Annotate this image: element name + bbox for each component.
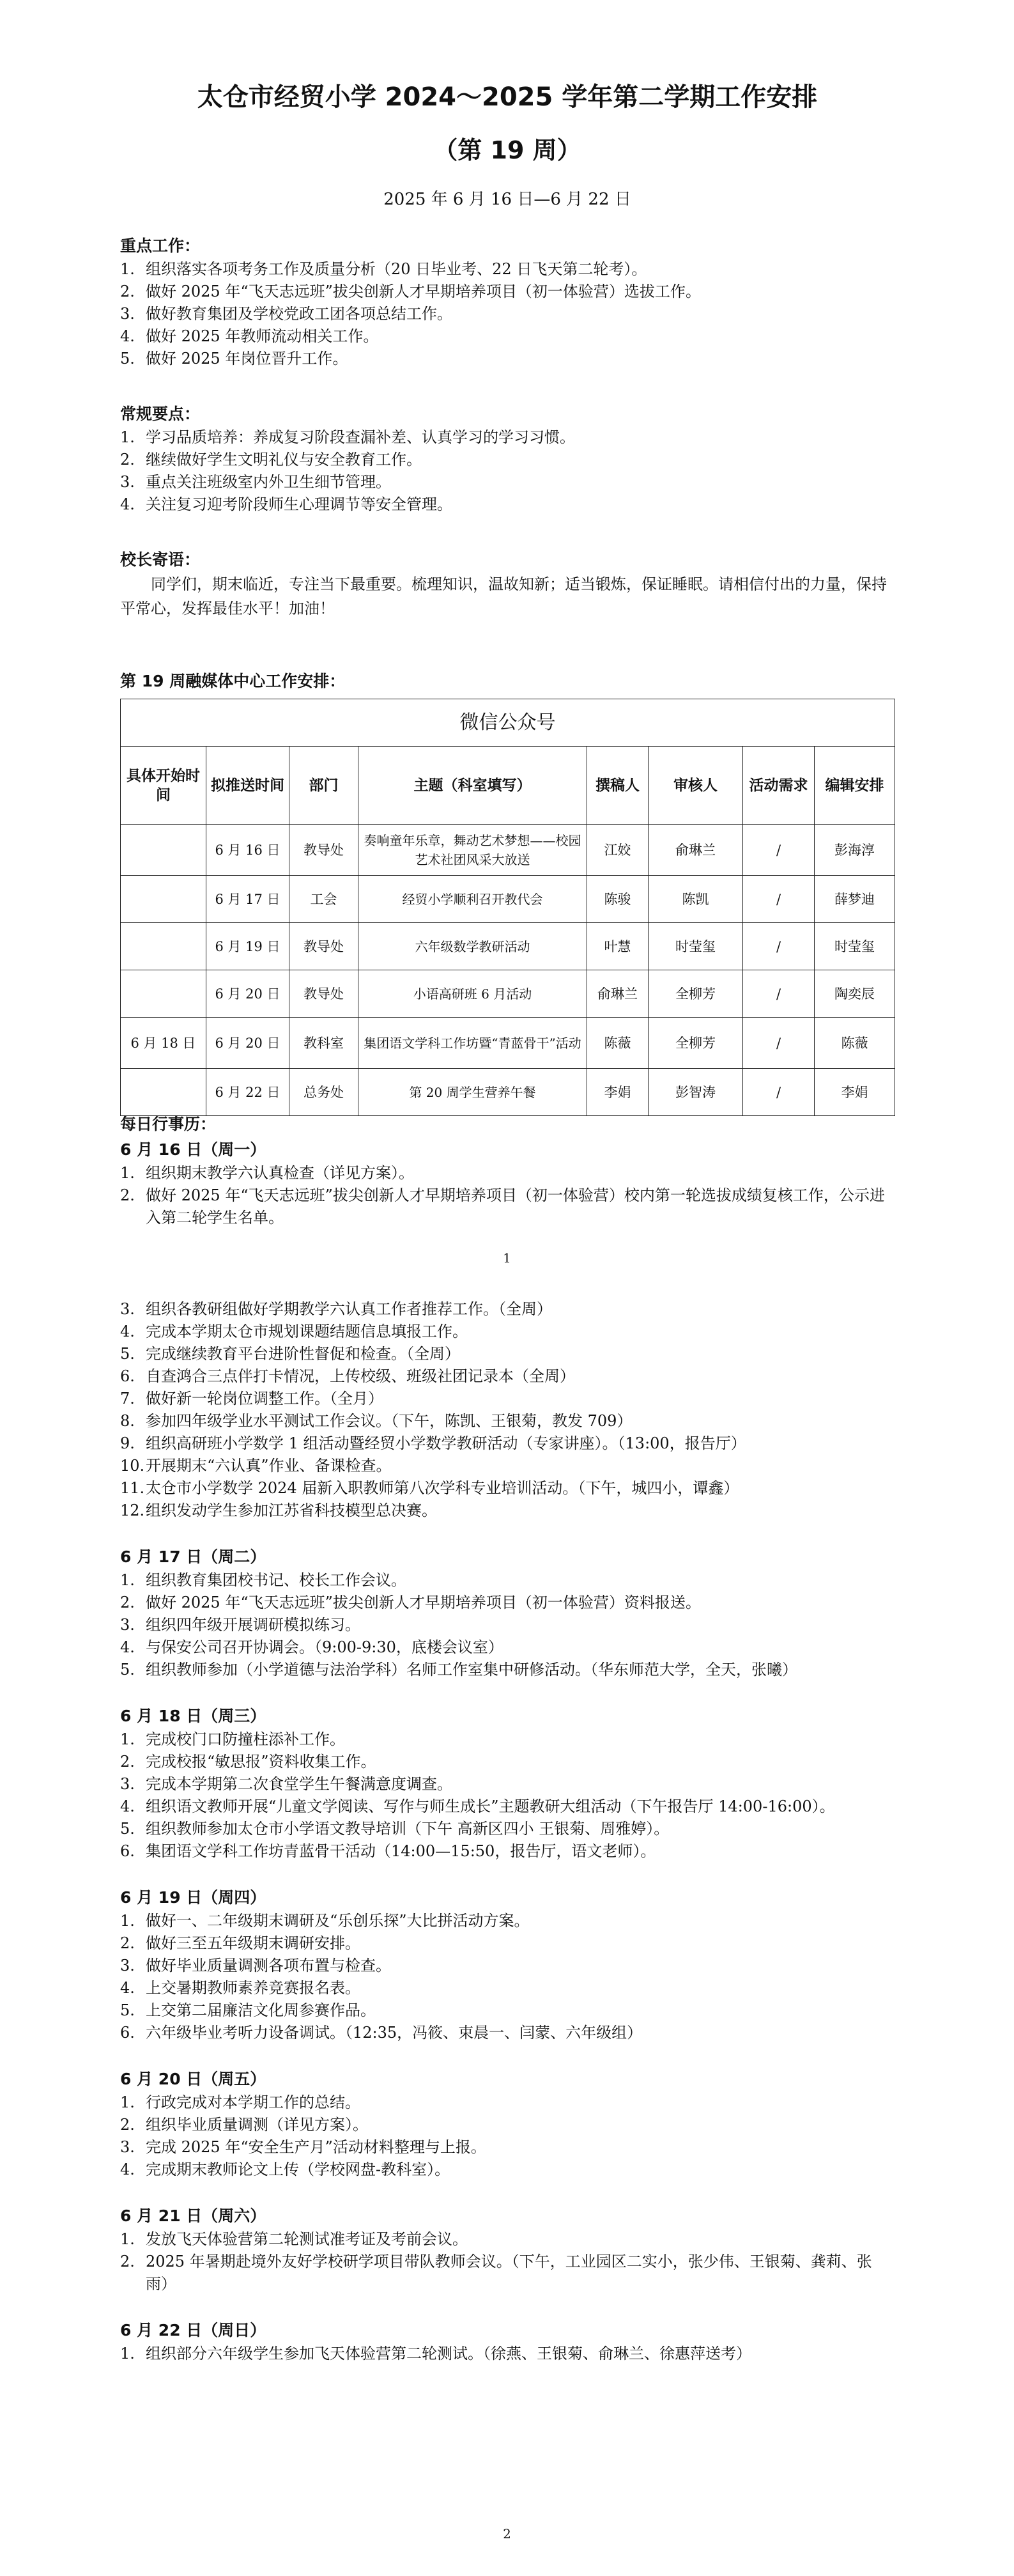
day-item xyxy=(120,1500,895,1522)
cell-writer: 陈薇 xyxy=(587,1018,649,1069)
media-schedule-table xyxy=(120,699,895,1116)
cell-push: 6 月 22 日 xyxy=(206,1069,289,1116)
table-row xyxy=(121,923,895,970)
day-item xyxy=(120,1162,895,1184)
focus-item-text: 做好 2025 年“飞天志远班”拔尖创新人才早期培养项目（初一体验营）选拔工作。 xyxy=(146,283,701,300)
item-number: 2. xyxy=(120,1594,135,1611)
item-number: 6. xyxy=(120,1842,135,1860)
day-item xyxy=(120,2114,895,2136)
media-heading: 第 19 周融媒体中心工作安排： xyxy=(120,672,346,690)
item-number: 1. xyxy=(120,428,135,446)
day-item-text: 组织部分六年级学生参加飞天体验营第二轮测试。（徐燕、王银菊、俞琳兰、徐惠萍送考） xyxy=(146,2345,751,2363)
day-item-text: 发放飞天体验营第二轮测试准考证及考前会议。 xyxy=(146,2230,468,2248)
cell-writer: 叶慧 xyxy=(587,923,649,970)
day-item-text: 行政完成对本学期工作的总结。 xyxy=(146,2093,360,2111)
date-range: 2025 年 6 月 16 日—6 月 22 日 xyxy=(383,190,631,209)
day-block xyxy=(120,1886,895,2067)
cell-topic: 集团语文学科工作坊暨“青蓝骨干”活动 xyxy=(358,1018,587,1069)
day-item-text: 2025 年暑期赴境外友好学校研学项目带队教师会议。（下午，工业园区二实小，张少伟、王银菊、龚莉、张雨） xyxy=(146,2253,872,2293)
cell-editor: 薛梦迪 xyxy=(815,876,895,923)
day-item-text: 做好 2025 年“飞天志远班”拔尖创新人才早期培养项目（初一体验营）资料报送。 xyxy=(146,1594,701,1611)
day-item-text: 完成校报“敏思报”资料收集工作。 xyxy=(146,1753,376,1771)
focus-item xyxy=(120,348,895,370)
item-number: 10. xyxy=(120,1457,145,1475)
item-number: 2. xyxy=(120,283,135,300)
day-item-text: 集团语文学科工作坊青蓝骨干活动（14:00—15:50，报告厅，语文老师）。 xyxy=(146,1842,656,1860)
cell-need: / xyxy=(743,1018,815,1069)
daily-heading: 每日行事历： xyxy=(120,1115,217,1133)
routine-list xyxy=(120,426,895,516)
cell-dept: 教导处 xyxy=(289,825,358,876)
cell-push: 6 月 16 日 xyxy=(206,825,289,876)
item-number: 4. xyxy=(120,1797,135,1815)
cell-reviewer: 陈凯 xyxy=(649,876,743,923)
column-header: 拟推送时间 xyxy=(206,747,289,825)
item-number: 5. xyxy=(120,1345,135,1363)
cell-topic: 第 20 周学生营养午餐 xyxy=(358,1069,587,1116)
day-item xyxy=(120,1796,895,1818)
day-item-text: 组织各教研组做好学期教学六认真工作者推荐工作。（全周） xyxy=(146,1300,552,1318)
day-gap xyxy=(120,1681,895,1704)
item-number: 2. xyxy=(120,1934,135,1952)
day-item xyxy=(120,1636,895,1659)
day-item xyxy=(120,1999,895,2022)
day-item xyxy=(120,1455,895,1477)
day-item-text: 太仓市小学数学 2024 届新入职教师第八次学科专业培训活动。（下午，城四小，谭鑫） xyxy=(146,1479,739,1497)
cell-editor: 彭海淳 xyxy=(815,825,895,876)
table-row xyxy=(121,1069,895,1116)
day-item xyxy=(120,2159,895,2181)
item-number: 1. xyxy=(120,1912,135,1930)
page-number-1: 1 xyxy=(503,1250,511,1266)
day-block xyxy=(120,1138,895,1545)
item-number: 12. xyxy=(120,1501,145,1519)
day-item xyxy=(120,1659,895,1681)
item-number: 4. xyxy=(120,495,135,513)
cell-writer: 江姣 xyxy=(587,825,649,876)
focus-item-text: 做好教育集团及学校党政工团各项总结工作。 xyxy=(146,305,452,323)
day-item-text: 自查鸿合三点伴打卡情况，上传校级、班级社团记录本（全周） xyxy=(146,1367,575,1385)
routine-heading: 常规要点： xyxy=(120,405,201,423)
item-number: 3. xyxy=(120,2138,135,2156)
principal-heading: 校长寄语： xyxy=(120,550,201,569)
focus-list xyxy=(120,258,895,370)
day-item xyxy=(120,2251,895,2295)
cell-writer: 俞琳兰 xyxy=(587,970,649,1018)
item-number: 1. xyxy=(120,1164,135,1182)
day-block xyxy=(120,2318,895,2388)
cell-editor: 李娟 xyxy=(815,1069,895,1116)
item-number: 4. xyxy=(120,327,135,345)
table-row xyxy=(121,970,895,1018)
daily-heading-block xyxy=(120,1112,895,1137)
item-number: 2. xyxy=(120,1186,135,1204)
cell-need: / xyxy=(743,923,815,970)
item-number: 2. xyxy=(120,2253,135,2270)
day-title: 6 月 17 日（周二） xyxy=(120,1548,266,1566)
day-title: 6 月 22 日（周日） xyxy=(120,2321,266,2339)
day-items xyxy=(120,2091,895,2181)
column-header: 审核人 xyxy=(649,747,743,825)
day-item-text: 完成 2025 年“安全生产月”活动材料整理与上报。 xyxy=(146,2138,486,2156)
cell-topic: 小语高研班 6 月活动 xyxy=(358,970,587,1018)
item-number: 4. xyxy=(120,1323,135,1340)
focus-item-text: 组织落实各项考务工作及质量分析（20 日毕业考、22 日飞天第二轮考）。 xyxy=(146,260,647,278)
item-number: 3. xyxy=(120,473,135,491)
cell-push: 6 月 20 日 xyxy=(206,970,289,1018)
day-item-text: 上交暑期教师素养竞赛报名表。 xyxy=(146,1979,360,1997)
cell-writer: 李娟 xyxy=(587,1069,649,1116)
day-title: 6 月 19 日（周四） xyxy=(120,1888,266,1907)
cell-reviewer: 俞琳兰 xyxy=(649,825,743,876)
day-gap xyxy=(120,2365,895,2388)
item-number: 2. xyxy=(120,451,135,469)
cell-push: 6 月 17 日 xyxy=(206,876,289,923)
cell-dept: 教导处 xyxy=(289,923,358,970)
item-number: 8. xyxy=(120,1412,135,1430)
day-gap xyxy=(120,2295,895,2318)
day-item xyxy=(120,2228,895,2251)
table-row xyxy=(121,876,895,923)
page-one xyxy=(120,75,895,1116)
day-item xyxy=(120,1365,895,1388)
day-item-text: 做好一、二年级期末调研及“乐创乐探”大比拼活动方案。 xyxy=(146,1912,530,1930)
day-items xyxy=(120,2343,895,2365)
day-item xyxy=(120,1614,895,1636)
item-number: 5. xyxy=(120,1820,135,1838)
cell-need: / xyxy=(743,825,815,876)
day-item-text: 完成校门口防撞柱添补工作。 xyxy=(146,1730,345,1748)
media-caption: 微信公众号 xyxy=(121,699,895,747)
day-item xyxy=(120,1477,895,1500)
item-number: 11. xyxy=(120,1479,145,1497)
day-block xyxy=(120,1704,895,1886)
focus-item xyxy=(120,303,895,325)
cell-dept: 总务处 xyxy=(289,1069,358,1116)
item-number: 3. xyxy=(120,1300,135,1318)
day-item-text: 组织语文教师开展“儿童文学阅读、写作与师生成长”主题教研大组活动（下午报告厅 14:00-16:00）。 xyxy=(146,1797,835,1815)
cell-need: / xyxy=(743,970,815,1018)
cell-start xyxy=(121,970,206,1018)
table-row xyxy=(121,825,895,876)
day-items xyxy=(120,1569,895,1681)
day-gap xyxy=(120,1863,895,1886)
media-table-body xyxy=(121,825,895,1116)
item-number: 3. xyxy=(120,1957,135,1975)
cell-editor: 陶奕辰 xyxy=(815,970,895,1018)
day-item-text: 做好新一轮岗位调整工作。（全月） xyxy=(146,1390,383,1408)
cell-topic: 奏响童年乐章，舞动艺术梦想——校园艺术社团风采大放送 xyxy=(358,825,587,876)
day-item xyxy=(120,1773,895,1796)
day-item xyxy=(120,1569,895,1592)
column-header: 部门 xyxy=(289,747,358,825)
item-number: 6. xyxy=(120,1367,135,1385)
item-number: 6. xyxy=(120,2024,135,2042)
day-item xyxy=(120,1910,895,1932)
day-item-text: 完成期末教师论文上传（学校网盘-教科室）。 xyxy=(146,2161,450,2178)
day-item xyxy=(120,2343,895,2365)
cell-need: / xyxy=(743,1069,815,1116)
day-title: 6 月 20 日（周五） xyxy=(120,2070,266,2088)
day-item-text: 组织四年级开展调研模拟练习。 xyxy=(146,1616,360,1634)
item-number: 5. xyxy=(120,2001,135,2019)
column-header: 编辑安排 xyxy=(815,747,895,825)
day-item xyxy=(120,2022,895,2044)
item-number: 9. xyxy=(120,1434,135,1452)
day-title: 6 月 18 日（周三） xyxy=(120,1707,266,1725)
day-item xyxy=(120,1818,895,1840)
item-number: 4. xyxy=(120,1638,135,1656)
day-item xyxy=(120,1840,895,1863)
column-header: 主题（科室填写） xyxy=(358,747,587,825)
principal-message: 同学们，期末临近，专注当下最重要。梳理知识，温故知新；适当锻炼，保证睡眠。请相信付出的力量，保持平常心，发挥最佳水平！加油！ xyxy=(120,575,887,617)
cell-start: 6 月 18 日 xyxy=(121,1018,206,1069)
routine-item xyxy=(120,493,895,516)
day-title: 6 月 21 日（周六） xyxy=(120,2207,266,2225)
day-block xyxy=(120,2067,895,2204)
cell-dept: 工会 xyxy=(289,876,358,923)
item-number: 1. xyxy=(120,1571,135,1589)
day-item xyxy=(120,1592,895,1614)
day-item xyxy=(120,1751,895,1773)
focus-item xyxy=(120,281,895,303)
day-item xyxy=(120,1977,895,1999)
day-item-text: 做好毕业质量调测各项布置与检查。 xyxy=(146,1957,391,1975)
day-item-text: 完成继续教育平台进阶性督促和检查。（全周） xyxy=(146,1345,460,1363)
item-number: 1. xyxy=(120,2230,135,2248)
routine-item xyxy=(120,449,895,471)
day-item-text: 组织高研班小学数学 1 组活动暨经贸小学数学教研活动（专家讲座）。（13:00，报告厅） xyxy=(146,1434,746,1452)
item-number: 1. xyxy=(120,2093,135,2111)
day-item xyxy=(120,1388,895,1410)
day-item xyxy=(120,1321,895,1343)
media-header-row xyxy=(121,747,895,825)
item-number: 4. xyxy=(120,2161,135,2178)
day-item-text: 上交第二届廉洁文化周参赛作品。 xyxy=(146,2001,376,2019)
day-title: 6 月 16 日（周一） xyxy=(120,1140,266,1159)
focus-heading: 重点工作： xyxy=(120,237,201,255)
column-header: 具体开始时间 xyxy=(121,747,206,825)
cell-writer: 陈骏 xyxy=(587,876,649,923)
day-item-text: 组织毕业质量调测（详见方案）。 xyxy=(146,2116,368,2134)
day-gap xyxy=(120,2181,895,2204)
day-item xyxy=(120,1728,895,1751)
cell-reviewer: 全柳芳 xyxy=(649,1018,743,1069)
item-number: 3. xyxy=(120,305,135,323)
day-items xyxy=(120,2228,895,2295)
item-number: 5. xyxy=(120,1661,135,1679)
column-header: 活动需求 xyxy=(743,747,815,825)
day-gap xyxy=(120,2044,895,2067)
item-number: 1. xyxy=(120,2345,135,2363)
cell-push: 6 月 20 日 xyxy=(206,1018,289,1069)
day-items xyxy=(120,1162,895,1522)
cell-reviewer: 全柳芳 xyxy=(649,970,743,1018)
cell-start xyxy=(121,825,206,876)
day-block xyxy=(120,2204,895,2318)
cell-push: 6 月 19 日 xyxy=(206,923,289,970)
page-break-gap xyxy=(120,1229,895,1298)
cell-editor: 陈薇 xyxy=(815,1018,895,1069)
document-title: 太仓市经贸小学 2024～2025 学年第二学期工作安排 xyxy=(197,82,818,112)
page-number-2: 2 xyxy=(503,2526,511,2541)
routine-item xyxy=(120,471,895,493)
day-gap xyxy=(120,1522,895,1545)
cell-editor: 时莹玺 xyxy=(815,923,895,970)
table-row xyxy=(121,1018,895,1069)
day-item xyxy=(120,1955,895,1977)
day-item-text: 与保安公司召开协调会。（9:00-9:30，底楼会议室） xyxy=(146,1638,503,1656)
cell-dept: 教科室 xyxy=(289,1018,358,1069)
item-number: 1. xyxy=(120,1730,135,1748)
day-item xyxy=(120,2136,895,2159)
day-item-text: 开展期末“六认真”作业、备课检查。 xyxy=(146,1457,392,1475)
cell-topic: 六年级数学教研活动 xyxy=(358,923,587,970)
cell-dept: 教导处 xyxy=(289,970,358,1018)
item-number: 2. xyxy=(120,2116,135,2134)
day-item-text: 做好三至五年级期末调研安排。 xyxy=(146,1934,360,1952)
item-number: 4. xyxy=(120,1979,135,1997)
day-item-text: 组织教师参加（小学道德与法治学科）名师工作室集中研修活动。（华东师范大学，全天，张曦） xyxy=(146,1661,797,1679)
day-item-text: 组织期末教学六认真检查（详见方案）。 xyxy=(146,1164,414,1182)
week-number: （第 19 周） xyxy=(433,136,581,164)
day-item xyxy=(120,2091,895,2114)
day-item-text: 完成本学期第二次食堂学生午餐满意度调查。 xyxy=(146,1775,452,1793)
focus-item-text: 做好 2025 年岗位晋升工作。 xyxy=(146,350,348,368)
day-item-text: 做好 2025 年“飞天志远班”拔尖创新人才早期培养项目（初一体验营）校内第一轮选拔成绩复核工作，公示进入第二轮学生名单。 xyxy=(146,1186,885,1227)
day-item xyxy=(120,1343,895,1365)
routine-item-text: 学习品质培养：养成复习阶段查漏补差、认真学习的学习习惯。 xyxy=(146,428,575,446)
item-number: 3. xyxy=(120,1616,135,1634)
day-item xyxy=(120,1932,895,1955)
column-header: 撰稿人 xyxy=(587,747,649,825)
item-number: 2. xyxy=(120,1753,135,1771)
focus-item xyxy=(120,258,895,281)
item-number: 7. xyxy=(120,1390,135,1408)
cell-start xyxy=(121,923,206,970)
day-item xyxy=(120,1432,895,1455)
cell-topic: 经贸小学顺利召开教代会 xyxy=(358,876,587,923)
day-items xyxy=(120,1910,895,2044)
day-block xyxy=(120,1545,895,1704)
routine-item-text: 继续做好学生文明礼仪与安全教育工作。 xyxy=(146,451,422,469)
item-number: 1. xyxy=(120,260,135,278)
cell-reviewer: 时莹玺 xyxy=(649,923,743,970)
cell-need: / xyxy=(743,876,815,923)
routine-item-text: 关注复习迎考阶段师生心理调节等安全管理。 xyxy=(146,495,452,513)
day-item xyxy=(120,1410,895,1432)
focus-item xyxy=(120,325,895,348)
cell-reviewer: 彭智涛 xyxy=(649,1069,743,1116)
day-items xyxy=(120,1728,895,1863)
item-number: 5. xyxy=(120,350,135,368)
routine-item-text: 重点关注班级室内外卫生细节管理。 xyxy=(146,473,391,491)
day-item xyxy=(120,1298,895,1321)
routine-item xyxy=(120,426,895,449)
focus-item-text: 做好 2025 年教师流动相关工作。 xyxy=(146,327,379,345)
day-item-text: 组织发动学生参加江苏省科技模型总决赛。 xyxy=(146,1501,437,1519)
day-item-text: 参加四年级学业水平测试工作会议。（下午，陈凯、王银菊，教发 709） xyxy=(146,1412,633,1430)
day-item-text: 完成本学期太仓市规划课题结题信息填报工作。 xyxy=(146,1323,468,1340)
day-item-text: 组织教师参加太仓市小学语文教导培训（下午 高新区四小 王银菊、周雅婷）。 xyxy=(146,1820,670,1838)
day-item-text: 六年级毕业考听力设备调试。（12:35，冯筱、束晨一、闫蒙、六年级组） xyxy=(146,2024,643,2042)
daily-calendar xyxy=(120,1138,895,2388)
day-item xyxy=(120,1184,895,1229)
item-number: 3. xyxy=(120,1775,135,1793)
day-item-text: 组织教育集团校书记、校长工作会议。 xyxy=(146,1571,406,1589)
cell-start xyxy=(121,1069,206,1116)
cell-start xyxy=(121,876,206,923)
